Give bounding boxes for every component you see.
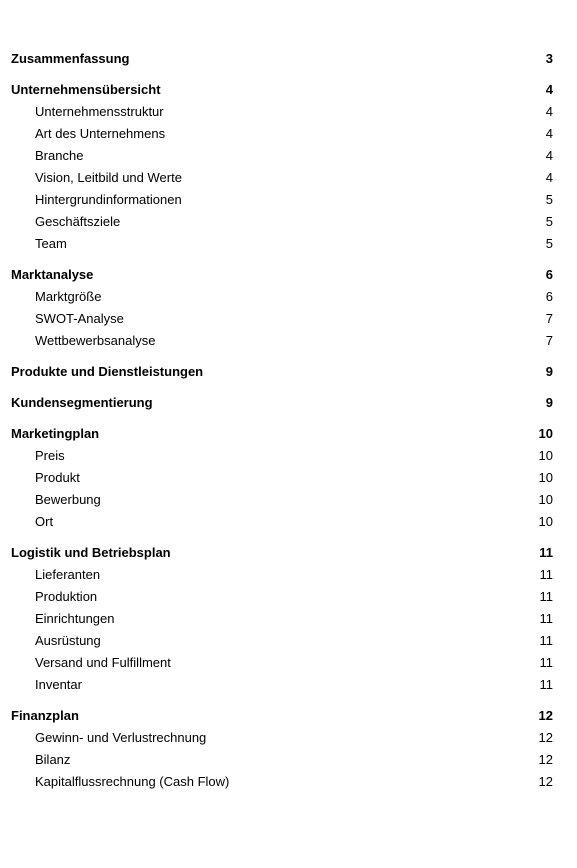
toc-entry-page-number: 5 — [545, 235, 553, 251]
toc-entry-page-number: 10 — [538, 447, 553, 463]
toc-entry-page-number: 11 — [539, 676, 553, 692]
toc-entry-title: Ort — [35, 513, 54, 529]
toc-entry-page-number: 9 — [545, 363, 553, 379]
toc-entry-title: Preis — [35, 447, 65, 463]
toc-subsection-entry[interactable] — [11, 466, 553, 488]
table-of-contents — [11, 47, 553, 792]
toc-subsection-entry[interactable] — [11, 651, 553, 673]
toc-entry-page-number: 4 — [545, 125, 553, 141]
toc-subsection-entry[interactable] — [11, 166, 553, 188]
toc-entry-title: Unternehmensübersicht — [11, 81, 161, 97]
toc-entry-title: Branche — [35, 147, 84, 163]
toc-subsection-entry[interactable] — [11, 607, 553, 629]
toc-entry-page-number: 4 — [545, 169, 553, 185]
toc-entry-page-number: 7 — [545, 310, 553, 326]
toc-entry-page-number: 4 — [545, 81, 553, 97]
toc-entry-title: Kundensegmentierung — [11, 394, 153, 410]
toc-entry-title: Marktanalyse — [11, 266, 94, 282]
toc-subsection-entry[interactable] — [11, 444, 553, 466]
toc-entry-title: Unternehmensstruktur — [35, 103, 164, 119]
toc-entry-title: Inventar — [35, 676, 82, 692]
toc-subsection-entry[interactable] — [11, 629, 553, 651]
toc-entry-page-number: 9 — [545, 394, 553, 410]
toc-entry-page-number: 10 — [538, 425, 553, 441]
toc-entry-title: Finanzplan — [11, 707, 79, 723]
toc-subsection-entry[interactable] — [11, 726, 553, 748]
toc-entry-page-number: 6 — [545, 266, 553, 282]
toc-subsection-entry[interactable] — [11, 673, 553, 695]
toc-entry-page-number: 12 — [538, 773, 553, 789]
toc-entry-title: Marktgröße — [35, 288, 102, 304]
toc-subsection-entry[interactable] — [11, 770, 553, 792]
toc-entry-title: Ausrüstung — [35, 632, 101, 648]
toc-entry-page-number: 7 — [545, 332, 553, 348]
toc-entry-title: Hintergrundinformationen — [35, 191, 182, 207]
toc-entry-title: Produkte und Dienstleistungen — [11, 363, 204, 379]
toc-entry-page-number: 11 — [539, 610, 553, 626]
toc-section-entry[interactable] — [11, 391, 553, 413]
toc-subsection-entry[interactable] — [11, 748, 553, 770]
toc-subsection-entry[interactable] — [11, 144, 553, 166]
toc-subsection-entry[interactable] — [11, 188, 553, 210]
toc-entry-page-number: 11 — [539, 632, 553, 648]
toc-section-entry[interactable] — [11, 263, 553, 285]
toc-subsection-entry[interactable] — [11, 329, 553, 351]
toc-subsection-entry[interactable] — [11, 563, 553, 585]
toc-entry-page-number: 4 — [545, 103, 553, 119]
toc-entry-title: Produktion — [35, 588, 98, 604]
toc-entry-page-number: 12 — [538, 751, 553, 767]
toc-entry-page-number: 11 — [539, 588, 553, 604]
toc-subsection-entry[interactable] — [11, 210, 553, 232]
toc-section-entry[interactable] — [11, 541, 553, 563]
toc-entry-title: Lieferanten — [35, 566, 101, 582]
toc-entry-page-number: 6 — [545, 288, 553, 304]
toc-entry-title: Geschäftsziele — [35, 213, 121, 229]
toc-subsection-entry[interactable] — [11, 100, 553, 122]
toc-subsection-entry[interactable] — [11, 585, 553, 607]
toc-section-entry[interactable] — [11, 360, 553, 382]
toc-entry-title: Zusammenfassung — [11, 50, 130, 66]
toc-subsection-entry[interactable] — [11, 307, 553, 329]
toc-subsection-entry[interactable] — [11, 232, 553, 254]
toc-entry-title: Produkt — [35, 469, 80, 485]
toc-entry-page-number: 5 — [545, 191, 553, 207]
toc-entry-page-number: 12 — [538, 707, 553, 723]
toc-entry-page-number: 3 — [545, 50, 553, 66]
toc-section-entry[interactable] — [11, 78, 553, 100]
toc-entry-title: Vision, Leitbild und Werte — [35, 169, 182, 185]
toc-entry-title: Bilanz — [35, 751, 71, 767]
toc-entry-page-number: 10 — [538, 513, 553, 529]
toc-entry-title: Art des Unternehmens — [35, 125, 166, 141]
toc-entry-title: SWOT-Analyse — [35, 310, 124, 326]
toc-entry-page-number: 4 — [545, 147, 553, 163]
toc-entry-title: Einrichtungen — [35, 610, 115, 626]
toc-entry-page-number: 11 — [539, 566, 553, 582]
toc-entry-page-number: 10 — [538, 469, 553, 485]
toc-entry-page-number: 10 — [538, 491, 553, 507]
toc-entry-title: Gewinn- und Verlustrechnung — [35, 729, 207, 745]
toc-section-entry[interactable] — [11, 47, 553, 69]
toc-entry-title: Bewerbung — [35, 491, 101, 507]
toc-entry-page-number: 5 — [545, 213, 553, 229]
toc-entry-title: Team — [35, 235, 67, 251]
toc-entry-page-number: 12 — [538, 729, 553, 745]
toc-entry-title: Wettbewerbsanalyse — [35, 332, 156, 348]
toc-section-entry[interactable] — [11, 422, 553, 444]
toc-subsection-entry[interactable] — [11, 285, 553, 307]
toc-subsection-entry[interactable] — [11, 122, 553, 144]
toc-entry-title: Kapitalflussrechnung (Cash Flow) — [35, 773, 230, 789]
toc-entry-page-number: 11 — [539, 544, 553, 560]
toc-entry-page-number: 11 — [539, 654, 553, 670]
toc-subsection-entry[interactable] — [11, 510, 553, 532]
toc-entry-title: Versand und Fulfillment — [35, 654, 171, 670]
toc-subsection-entry[interactable] — [11, 488, 553, 510]
toc-section-entry[interactable] — [11, 704, 553, 726]
toc-entry-title: Logistik und Betriebsplan — [11, 544, 171, 560]
toc-entry-title: Marketingplan — [11, 425, 100, 441]
